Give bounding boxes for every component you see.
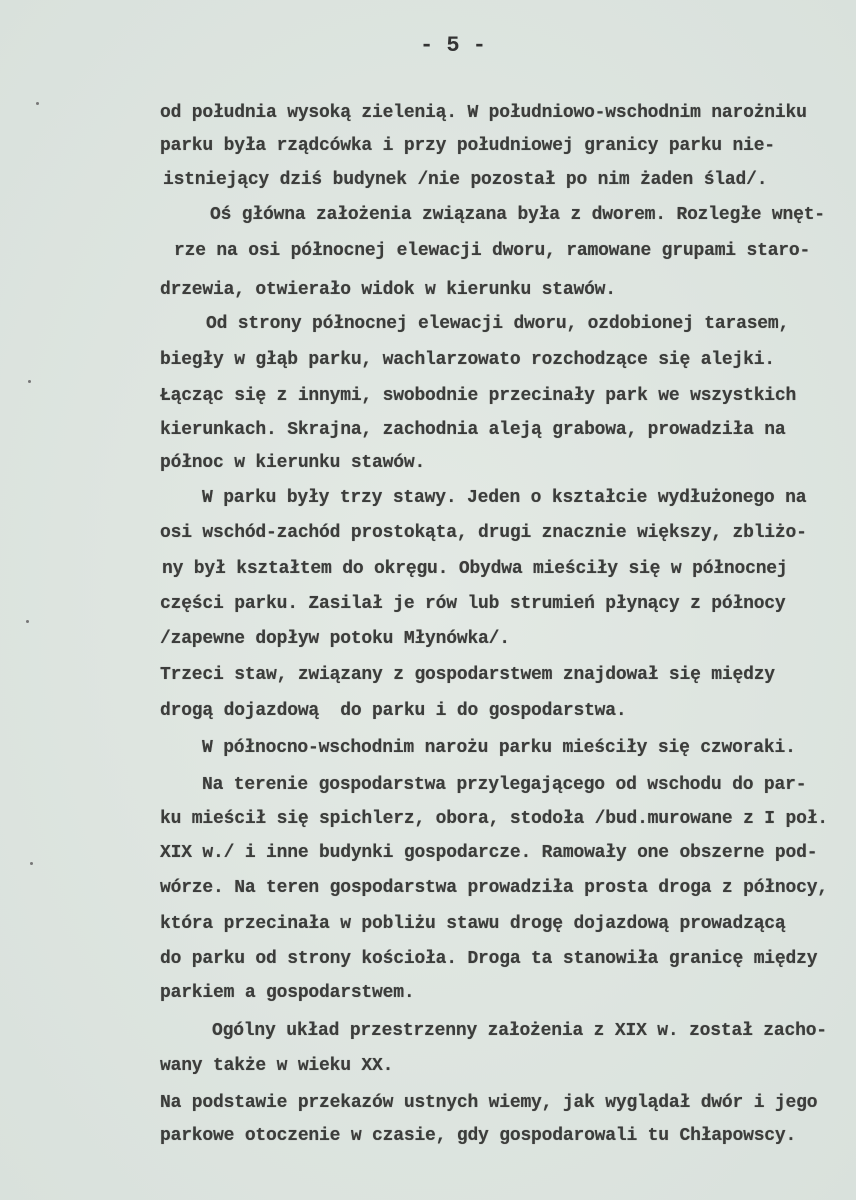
text-line: parku była rządcówka i przy południowej granicy parku nie- [160,136,775,156]
text-line: wórze. Na teren gospodarstwa prowadziła prosta droga z północy, [160,878,828,898]
text-line: /zapewne dopływ potoku Młynówka/. [160,629,510,649]
text-line: istniejący dziś budynek /nie pozostał po nim żaden ślad/. [163,170,768,190]
text-line: od południa wysoką zielenią. W południowo-wschodnim narożniku [160,103,807,123]
margin-mark [26,620,29,623]
text-line: Na podstawie przekazów ustnych wiemy, jak wyglądał dwór i jego [160,1093,818,1113]
text-line: drzewia, otwierało widok w kierunku stawów. [160,280,616,300]
text-line: rze na osi północnej elewacji dworu, ramowane grupami staro- [174,241,811,261]
text-line: ny był kształtem do okręgu. Obydwa mieściły się w północnej [162,559,788,579]
text-line: biegły w głąb parku, wachlarzowato rozchodzące się alejki. [160,350,775,370]
margin-mark [28,380,31,383]
text-line: do parku od strony kościoła. Droga ta stanowiła granicę między [160,949,818,969]
text-line: wany także w wieku XX. [160,1056,394,1076]
text-line: kierunkach. Skrajna, zachodnia aleją grabowa, prowadziła na [160,420,786,440]
text-line: Trzeci staw, związany z gospodarstwem znajdował się między [160,665,775,685]
text-line: W północno-wschodnim narożu parku mieściły się czworaki. [202,738,796,758]
text-line: parkiem a gospodarstwem. [160,983,415,1003]
text-line: Łącząc się z innymi, swobodnie przecinały park we wszystkich [160,386,797,406]
text-line: północ w kierunku stawów. [160,453,426,473]
page-number: - 5 - [420,33,487,58]
text-line: Ogólny układ przestrzenny założenia z XIX w. został zacho- [212,1021,827,1041]
margin-mark [30,862,33,865]
text-line: parkowe otoczenie w czasie, gdy gospodarowali tu Chłapowscy. [160,1126,797,1146]
text-line: XIX w./ i inne budynki gospodarcze. Ramowały one obszerne pod- [160,843,818,863]
text-line: W parku były trzy stawy. Jeden o kształcie wydłużonego na [202,488,807,508]
text-line: Na terenie gospodarstwa przylegającego od wschodu do par- [202,775,807,795]
text-line: części parku. Zasilał je rów lub strumień płynący z północy [160,594,786,614]
margin-mark [36,102,39,105]
text-line: ku mieścił się spichlerz, obora, stodoła /bud.murowane z I poł. [160,809,828,829]
text-line: która przecinała w pobliżu stawu drogę dojazdową prowadzącą [160,914,786,934]
text-line: Od strony północnej elewacji dworu, ozdobionej tarasem, [206,314,790,334]
text-line: drogą dojazdową do parku i do gospodarstwa. [160,701,627,721]
text-line: Oś główna założenia związana była z dworem. Rozległe wnęt- [210,205,825,225]
text-line: osi wschód-zachód prostokąta, drugi znacznie większy, zbliżo- [160,523,807,543]
